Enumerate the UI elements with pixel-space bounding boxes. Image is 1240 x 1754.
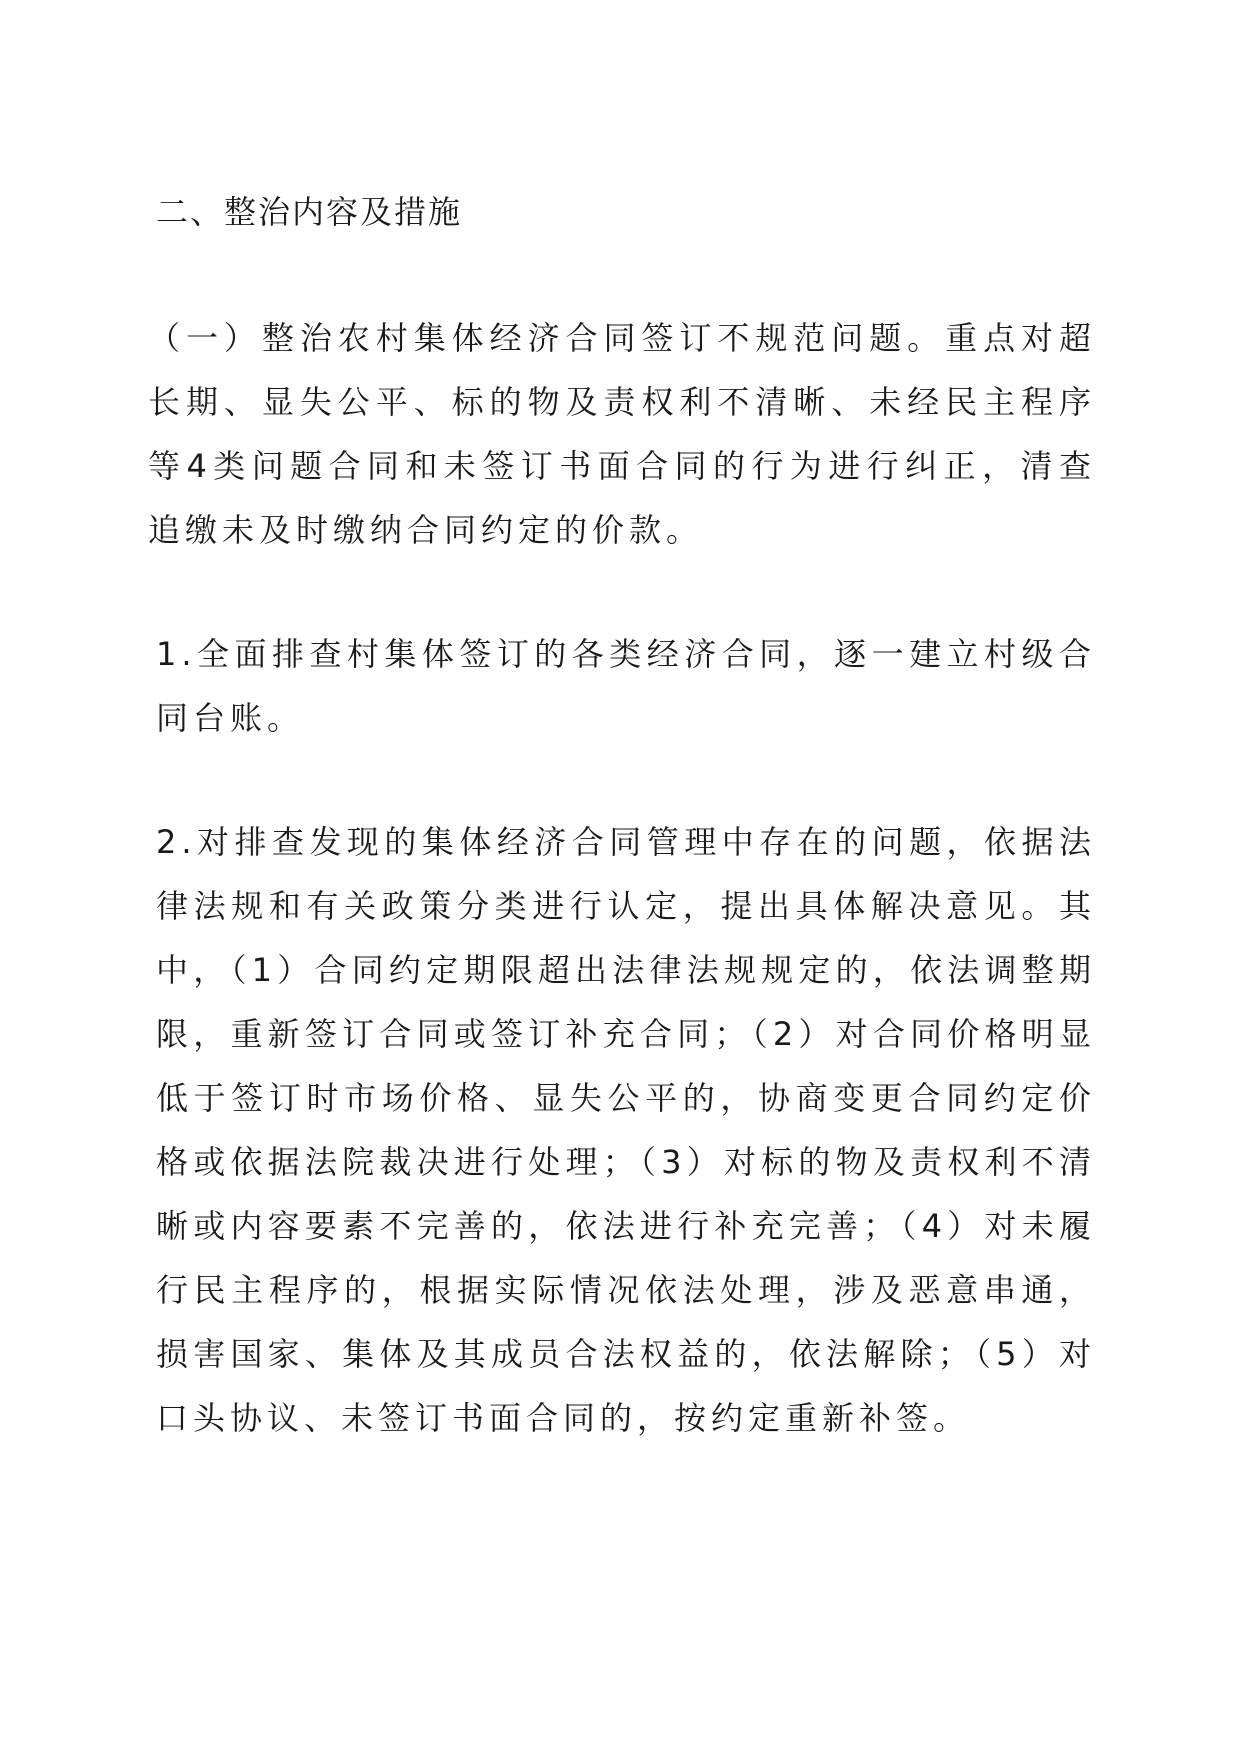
document-body [148, 180, 1096, 1510]
paragraph-rectification-overview: （一）整治农村集体经济合同签订不规范问题。重点对超长期、显失公平、标的物及责权利不清晰、未经民主程序等4类问题合同和未签订书面合同的行为进行纠正，清查追缴未及时缴纳合同约定的价款。 [148, 319, 1096, 549]
paragraph-item-2: 2.对排查发现的集体经济合同管理中存在的问题，依据法律法规和有关政策分类进行认定，提出具体解决意见。其中，（1）合同约定期限超出法律法规规定的，依法调整期限，重新签订合同或签订补充合同；（2）对合同价格明显低于签订时市场价格、显失公平的，协商变更合同约定价格或依据法院裁决进行处理；（3）对标的物及责权利不清晰或内容要素不完善的，依法进行补充完善；（4）对未履行民主程序的，根据实际情况依法处理，涉及恶意串通，损害国家、集体及其成员合法权益的，依法解除；（5）对口头协议、未签订书面合同的，按约定重新补签。 [156, 823, 1096, 1437]
section-title: 二、整治内容及措施 [156, 193, 463, 231]
paragraph-item-1: 1.全面排查村集体签订的各类经济合同，逐一建立村级合同台账。 [156, 635, 1096, 737]
